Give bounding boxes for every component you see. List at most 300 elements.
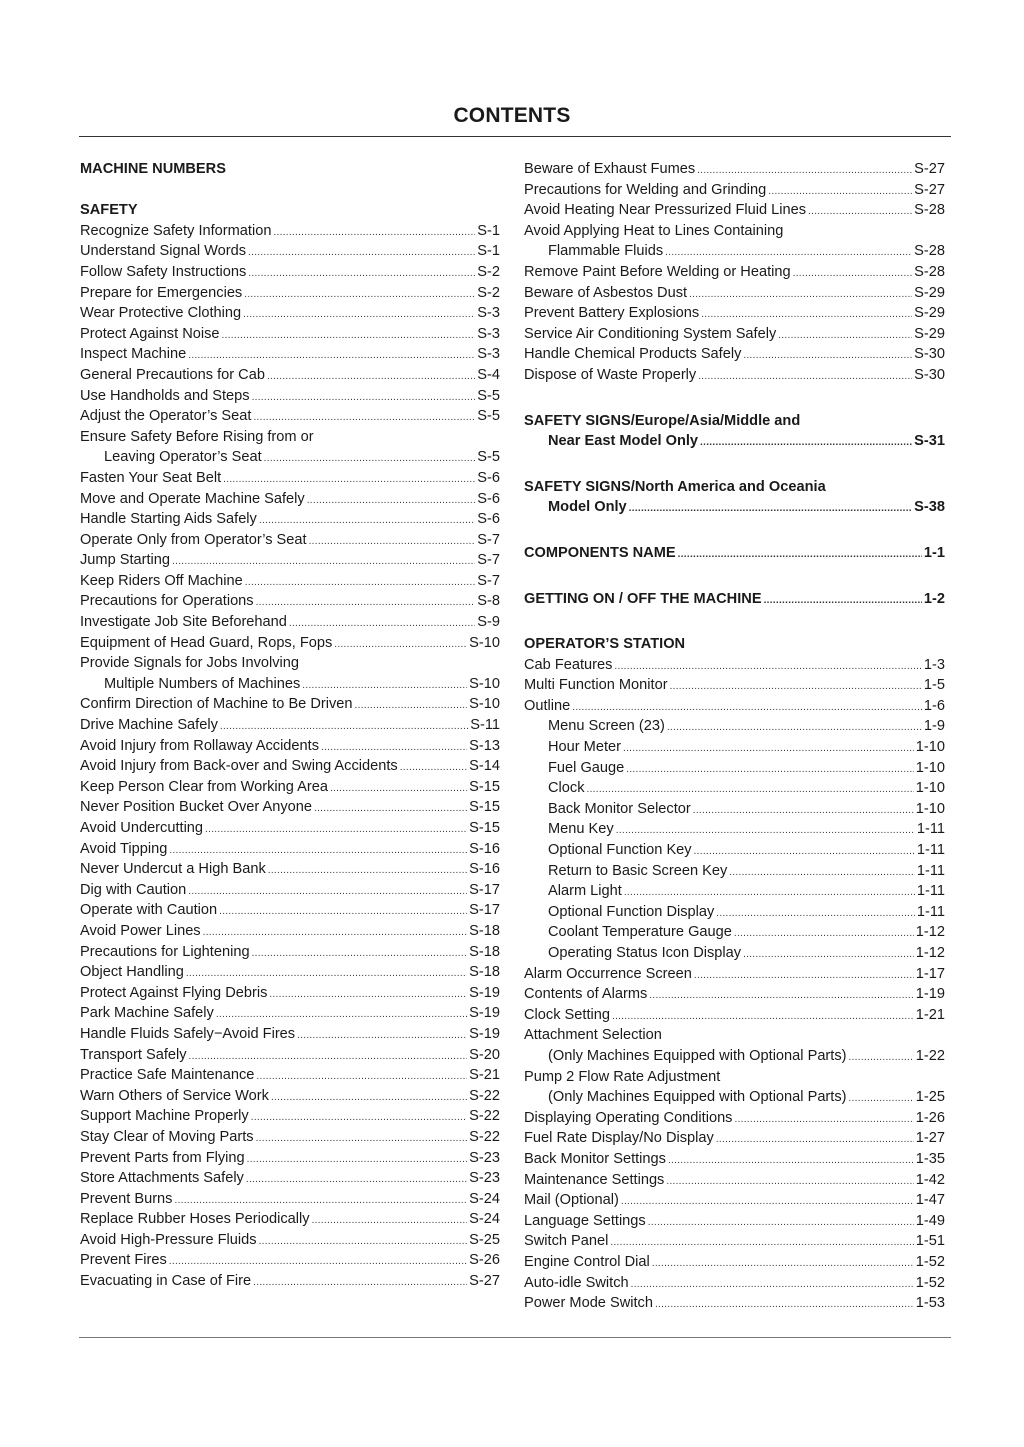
dot-leader [264, 447, 476, 468]
entry-title: Beware of Asbestos Dust [524, 284, 688, 301]
page-number: S-16 [469, 861, 500, 878]
page-number: 1-25 [915, 1089, 945, 1106]
dot-leader [174, 1189, 467, 1210]
page-number: 1-5 [923, 677, 945, 694]
entry-title: Near East Model Only [548, 433, 699, 450]
dot-leader [629, 497, 913, 518]
toc-entry[interactable] [80, 983, 500, 1004]
entry-title: Leaving Operator’s Seat [104, 449, 262, 466]
entry-title: Adjust the Operator’s Seat [80, 408, 252, 425]
entry-title: Warn Others of Service Work [80, 1087, 269, 1104]
entry-title: Precautions for Lightening [80, 943, 250, 960]
toc-entry[interactable] [524, 159, 945, 180]
page-number: S-23 [469, 1170, 500, 1187]
page-number: S-21 [469, 1067, 500, 1084]
entry-title: Investigate Job Site Beforehand [80, 614, 287, 631]
dot-leader [678, 543, 922, 564]
page-number: 1-2 [923, 590, 945, 607]
entry-title: Alarm Occurrence Screen [524, 965, 692, 982]
entry-title: Coolant Temperature Gauge [548, 924, 732, 941]
toc-entry[interactable] [80, 1024, 500, 1045]
toc-entry[interactable] [80, 777, 500, 798]
dot-leader [631, 1273, 914, 1294]
toc-entry[interactable] [524, 241, 945, 262]
toc-entry[interactable] [80, 1065, 500, 1086]
dot-leader [667, 716, 922, 737]
entry-title: Power Mode Switch [524, 1295, 653, 1312]
toc-entry[interactable] [524, 1252, 945, 1273]
dot-leader [252, 942, 468, 963]
entry-title: Prevent Burns [80, 1190, 173, 1207]
dot-leader [793, 262, 913, 283]
page-number: S-5 [477, 408, 500, 425]
entry-title: Practice Safe Maintenance [80, 1067, 255, 1084]
page-number: S-28 [914, 263, 945, 280]
dot-leader [309, 530, 476, 551]
entry-title: Avoid High-Pressure Fluids [80, 1231, 257, 1248]
page-number: 1-6 [923, 697, 945, 714]
toc-entry[interactable] [524, 200, 945, 221]
entry-title: Avoid Heating Near Pressurized Fluid Lines [524, 202, 807, 219]
entry-title: Park Machine Safely [80, 1005, 214, 1022]
dot-leader [302, 674, 467, 695]
toc-entry[interactable] [524, 675, 945, 696]
entry-title: Object Handling [80, 964, 184, 981]
dot-leader [694, 964, 914, 985]
page-number: 1-52 [915, 1274, 945, 1291]
toc-entry[interactable] [80, 283, 500, 304]
toc-text-line: Pump 2 Flow Rate Adjustment [524, 1068, 721, 1085]
page-number: S-5 [477, 449, 500, 466]
dot-leader [778, 324, 912, 345]
toc-entry[interactable] [524, 283, 945, 304]
dot-leader [698, 365, 912, 386]
entry-title: Replace Rubber Hoses Periodically [80, 1211, 310, 1228]
toc-entry[interactable] [80, 530, 500, 551]
page-title: CONTENTS [453, 104, 571, 127]
toc-entry[interactable] [80, 633, 500, 654]
title-rule [79, 136, 951, 137]
toc-entry[interactable] [80, 509, 500, 530]
toc-entry[interactable] [524, 1170, 945, 1191]
entry-title: Engine Control Dial [524, 1253, 650, 1270]
dot-leader [248, 262, 475, 283]
toc-entry[interactable] [524, 1087, 945, 1108]
entry-title: Menu Screen (23) [548, 718, 665, 735]
toc-entry[interactable] [80, 797, 500, 818]
toc-entry[interactable] [80, 344, 500, 365]
page-number: S-9 [477, 614, 500, 631]
toc-entry[interactable] [80, 1209, 500, 1230]
page-number: S-29 [914, 284, 945, 301]
entry-title: Remove Paint Before Welding or Heating [524, 263, 791, 280]
toc-entry[interactable] [80, 756, 500, 777]
toc-entry[interactable] [524, 1190, 945, 1211]
entry-title: Confirm Direction of Machine to Be Driven [80, 696, 353, 713]
toc-entry[interactable] [80, 489, 500, 510]
toc-entry[interactable] [80, 591, 500, 612]
dot-leader [743, 943, 914, 964]
entry-title: Protect Against Flying Debris [80, 984, 268, 1001]
entry-title: Hour Meter [548, 739, 621, 756]
toc-entry[interactable] [80, 447, 500, 468]
page-number: 1-11 [916, 903, 945, 920]
dot-leader [648, 1211, 914, 1232]
entry-title: Displaying Operating Conditions [524, 1109, 733, 1126]
page-number: S-2 [477, 263, 500, 280]
page-number: S-28 [914, 243, 945, 260]
toc-entry[interactable] [524, 984, 945, 1005]
page-number: S-27 [469, 1273, 500, 1290]
dot-leader [400, 756, 467, 777]
page-number: S-10 [469, 675, 500, 692]
dot-leader [267, 365, 475, 386]
toc-entry[interactable] [524, 303, 945, 324]
entry-title: Understand Signal Words [80, 243, 247, 260]
dot-leader [188, 880, 467, 901]
dot-leader [330, 777, 467, 798]
page-number: S-15 [469, 778, 500, 795]
dot-leader [297, 1024, 467, 1045]
page-number: 1-22 [915, 1047, 945, 1064]
toc-entry[interactable] [524, 881, 945, 902]
dot-leader [247, 1148, 468, 1169]
page-number: S-15 [469, 799, 500, 816]
toc-entry[interactable] [524, 262, 945, 283]
toc-entry[interactable] [80, 694, 500, 715]
page-number: S-1 [477, 243, 500, 260]
page-number: 1-47 [915, 1192, 945, 1209]
entry-title: Prevent Parts from Flying [80, 1149, 245, 1166]
section-spacer [80, 180, 500, 201]
entry-title: Auto-idle Switch [524, 1274, 629, 1291]
entry-title: Evacuating in Case of Fire [80, 1273, 252, 1290]
entry-title: Handle Chemical Products Safely [524, 346, 742, 363]
dot-leader [334, 633, 467, 654]
page-number: S-28 [914, 202, 945, 219]
toc-entry[interactable] [524, 655, 945, 676]
entry-title: Switch Panel [524, 1233, 609, 1250]
toc-text-line: Attachment Selection [524, 1027, 662, 1044]
toc-entry[interactable] [80, 1189, 500, 1210]
page-number: 1-27 [915, 1130, 945, 1147]
entry-title: Operating Status Icon Display [548, 945, 742, 961]
dot-leader [253, 406, 475, 427]
entry-title: Prevent Battery Explosions [524, 305, 700, 322]
toc-entry[interactable] [80, 406, 500, 427]
toc-entry[interactable] [80, 1127, 500, 1148]
toc-entry[interactable] [524, 799, 945, 820]
page-number: S-3 [477, 325, 500, 342]
page-number: S-29 [914, 325, 945, 342]
dot-leader [610, 1231, 913, 1252]
dot-leader [259, 1230, 468, 1251]
section-heading-entry[interactable] [524, 543, 945, 564]
toc-entry[interactable] [80, 839, 500, 860]
toc-entry[interactable] [524, 1149, 945, 1170]
entry-title: Recognize Safety Information [80, 222, 272, 239]
toc-entry[interactable] [80, 715, 500, 736]
entry-title: Avoid Undercutting [80, 820, 204, 836]
toc-entry[interactable] [524, 964, 945, 985]
entry-title: Keep Person Clear from Working Area [80, 778, 328, 795]
page-number: S-17 [469, 902, 500, 919]
entry-title: Return to Basic Screen Key [548, 862, 728, 879]
dot-leader [652, 1252, 914, 1273]
page-number: 1-51 [915, 1233, 945, 1250]
page-number: S-26 [469, 1252, 500, 1269]
toc-entry[interactable] [80, 1168, 500, 1189]
toc-entry[interactable] [524, 696, 945, 717]
section-heading: SAFETY SIGNS/North America and Oceania [524, 478, 826, 495]
toc-entry[interactable] [524, 902, 945, 923]
section-heading: SAFETY [80, 202, 138, 219]
dot-leader [259, 509, 475, 530]
entry-title: Clock [548, 780, 585, 797]
page-number: S-11 [470, 717, 500, 734]
toc-entry[interactable] [80, 900, 500, 921]
dot-leader [312, 1209, 468, 1230]
toc-entry[interactable] [80, 1271, 500, 1292]
toc-entry[interactable] [80, 386, 500, 407]
dot-leader [307, 489, 476, 510]
dot-leader [205, 818, 467, 839]
dot-leader [268, 859, 467, 880]
toc-entry[interactable] [524, 1046, 945, 1067]
page-number: 1-21 [915, 1006, 945, 1023]
toc-entry[interactable] [80, 550, 500, 571]
page-number: 1-19 [915, 986, 945, 1003]
toc-entry[interactable] [524, 180, 945, 201]
toc-entry[interactable] [524, 922, 945, 943]
toc-entry[interactable] [524, 324, 945, 345]
page-number: S-31 [914, 433, 945, 450]
dot-leader [700, 431, 912, 452]
dot-leader [572, 696, 922, 717]
page-number: S-7 [477, 552, 500, 569]
toc-entry[interactable] [524, 365, 945, 386]
page-number: S-14 [469, 758, 500, 775]
page-number: 1-49 [915, 1212, 945, 1229]
page-number: 1-53 [915, 1295, 945, 1312]
entry-title: Contents of Alarms [524, 986, 648, 1003]
section-heading-entry[interactable] [524, 431, 945, 452]
page-number: S-29 [914, 305, 945, 322]
toc-entry[interactable] [524, 737, 945, 758]
page-number: S-27 [914, 161, 945, 177]
toc-entry[interactable] [524, 861, 945, 882]
toc-entry[interactable] [80, 1230, 500, 1251]
section-heading-entry[interactable] [524, 589, 945, 610]
entry-title: Transport Safely [80, 1046, 187, 1063]
page-number: 1-11 [916, 883, 945, 900]
toc-entry[interactable] [80, 880, 500, 901]
entry-title: Protect Against Noise [80, 325, 220, 342]
section-spacer [524, 564, 945, 589]
dot-leader [614, 655, 921, 676]
toc-entry[interactable] [80, 303, 500, 324]
dot-leader [222, 324, 476, 345]
page-number: S-30 [914, 366, 945, 383]
toc-entry[interactable] [80, 859, 500, 880]
toc-entry[interactable] [80, 1250, 500, 1271]
page-number: 1-10 [915, 800, 945, 817]
entry-title: Flammable Fluids [548, 243, 664, 260]
section-spacer [524, 386, 945, 411]
toc-entry[interactable] [80, 324, 500, 345]
dot-leader [616, 819, 915, 840]
toc-entry[interactable] [524, 1005, 945, 1026]
entry-title: Use Handholds and Steps [80, 387, 250, 404]
toc-entry[interactable] [80, 1045, 500, 1066]
dot-leader [252, 386, 476, 407]
toc-entry[interactable] [80, 612, 500, 633]
dot-leader [623, 737, 914, 758]
dot-leader [169, 1250, 467, 1271]
entry-title: Multi Function Monitor [524, 677, 668, 694]
dot-leader [269, 983, 467, 1004]
page-number: S-6 [477, 469, 500, 486]
dot-leader [666, 1170, 913, 1191]
page-number: 1-42 [915, 1171, 945, 1188]
page-number: S-20 [469, 1046, 500, 1063]
toc-entry[interactable] [524, 778, 945, 799]
entry-title: Avoid Tipping [80, 840, 168, 857]
page-number: S-4 [477, 366, 500, 383]
dot-leader [321, 736, 467, 757]
toc-entry[interactable] [524, 1108, 945, 1129]
entry-title: Support Machine Properly [80, 1108, 249, 1125]
page-number: 1-26 [915, 1109, 945, 1126]
section-spacer [524, 518, 945, 543]
toc-entry[interactable] [80, 674, 500, 695]
toc-entry[interactable] [80, 962, 500, 983]
toc-entry[interactable] [524, 1293, 945, 1314]
entry-title: Inspect Machine [80, 346, 187, 363]
entry-title: Drive Machine Safely [80, 717, 218, 734]
toc-entry[interactable] [80, 365, 500, 386]
toc-text-line: Avoid Applying Heat to Lines Containing [524, 222, 784, 239]
dot-leader [665, 241, 912, 262]
dot-leader [256, 591, 476, 612]
page-number: S-24 [469, 1211, 500, 1228]
toc-entry[interactable] [80, 571, 500, 592]
entry-title: Never Position Bucket Over Anyone [80, 799, 312, 816]
toc-entry[interactable] [80, 241, 500, 262]
dot-leader [626, 758, 914, 779]
toc-entry[interactable] [524, 819, 945, 840]
dot-leader [621, 1190, 914, 1211]
dot-leader [670, 675, 922, 696]
toc-entry[interactable] [80, 1086, 500, 1107]
dot-leader [612, 1005, 914, 1026]
toc-entry[interactable] [524, 943, 945, 964]
toc-entry[interactable] [80, 1003, 500, 1024]
page-number: 1-10 [915, 780, 945, 797]
toc-entry[interactable] [524, 758, 945, 779]
dot-leader [697, 159, 912, 180]
dot-leader [271, 1086, 467, 1107]
toc-entry[interactable] [80, 818, 500, 839]
dot-leader [256, 1065, 467, 1086]
dot-leader [256, 1127, 468, 1148]
toc-entry[interactable] [80, 1148, 500, 1169]
section-spacer [524, 452, 945, 477]
toc-entry[interactable] [524, 716, 945, 737]
entry-title: Maintenance Settings [524, 1171, 665, 1188]
entry-title: Store Attachments Safely [80, 1170, 244, 1187]
page-number: S-27 [914, 181, 945, 198]
page-number: S-19 [469, 1025, 500, 1042]
entry-title: Handle Starting Aids Safely [80, 511, 257, 528]
dot-leader [655, 1293, 914, 1314]
toc-entry[interactable] [80, 262, 500, 283]
entry-title: Precautions for Welding and Grinding [524, 181, 767, 198]
dot-leader [245, 571, 476, 592]
section-heading-entry[interactable] [524, 497, 945, 518]
dot-leader [849, 1087, 914, 1108]
dot-leader [220, 715, 468, 736]
dot-leader [289, 612, 475, 633]
section-heading: OPERATOR’S STATION [524, 636, 686, 653]
page-number: S-22 [469, 1087, 500, 1104]
dot-leader [246, 1168, 467, 1189]
entry-title: Prevent Fires [80, 1252, 167, 1269]
page-number: S-2 [477, 284, 500, 301]
entry-title: Wear Protective Clothing [80, 305, 242, 322]
toc-entry[interactable] [80, 1106, 500, 1127]
toc-entry[interactable] [524, 1128, 945, 1149]
dot-leader [169, 839, 467, 860]
dot-leader [216, 1003, 467, 1024]
toc-left-column [80, 159, 500, 1292]
entry-title: Back Monitor Selector [548, 800, 691, 817]
dot-leader [716, 1128, 914, 1149]
page-number: S-19 [469, 984, 500, 1001]
entry-title: Dispose of Waste Properly [524, 366, 697, 383]
toc-entry[interactable] [80, 921, 500, 942]
entry-title: Avoid Power Lines [80, 922, 201, 939]
toc-entry[interactable] [524, 1211, 945, 1232]
page-number: 1-9 [923, 718, 945, 735]
page-number: 1-12 [915, 924, 945, 941]
dot-leader [808, 200, 912, 221]
page-number: S-18 [469, 922, 500, 939]
page-number: 1-17 [915, 965, 945, 982]
toc-entry[interactable] [524, 840, 945, 861]
page-number: S-18 [469, 943, 500, 960]
page-number: S-6 [477, 490, 500, 507]
toc-entry[interactable] [80, 942, 500, 963]
page-number: 1-3 [923, 656, 945, 673]
page-number: S-22 [469, 1128, 500, 1145]
toc-entry[interactable] [524, 1273, 945, 1294]
footer-rule [79, 1337, 951, 1338]
toc-entry[interactable] [524, 1231, 945, 1252]
toc-entry[interactable] [80, 468, 500, 489]
dot-leader [587, 778, 914, 799]
toc-entry[interactable] [80, 221, 500, 242]
entry-title: Fuel Rate Display/No Display [524, 1130, 714, 1147]
toc-entry[interactable] [80, 736, 500, 757]
page-number: S-1 [477, 222, 500, 239]
page-number: S-10 [469, 696, 500, 713]
entry-title: Operate Only from Operator’s Seat [80, 531, 307, 548]
entry-title: Alarm Light [548, 883, 622, 900]
entry-title: Fasten Your Seat Belt [80, 469, 222, 486]
entry-title: Follow Safety Instructions [80, 263, 247, 280]
toc-entry[interactable] [524, 344, 945, 365]
